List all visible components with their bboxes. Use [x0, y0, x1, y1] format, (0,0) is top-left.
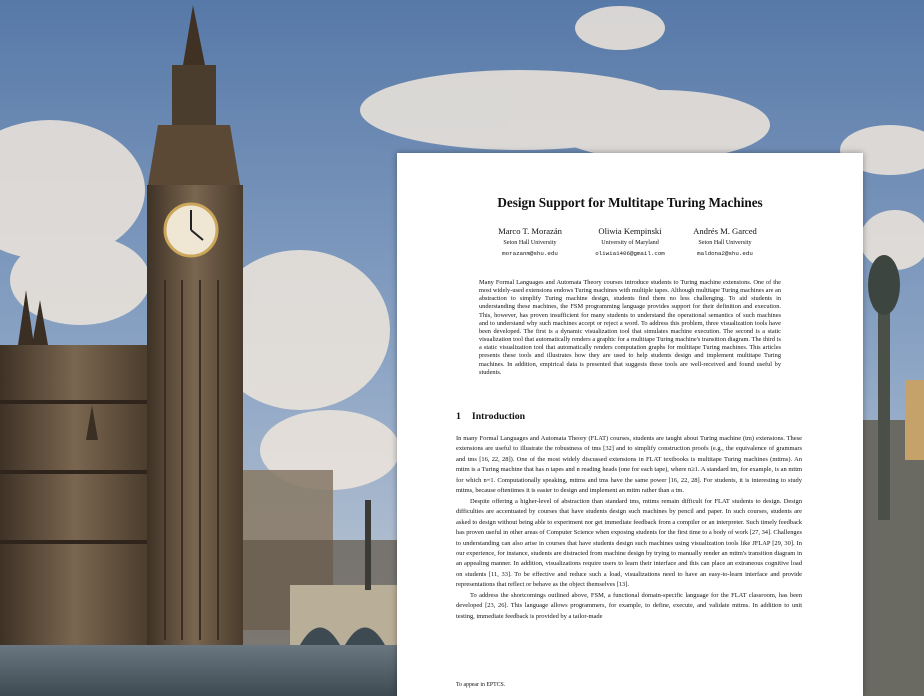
- author-name: Marco T. Morazán: [498, 226, 562, 236]
- section-number: 1: [456, 411, 461, 422]
- abstract: Many Formal Languages and Automata Theory courses introduce students to Turing machine extensions. One of the most widely-used extensions endows Turing machines with multiple tapes. Although multitape Turing machines are an abstraction to simplify Turing machine design, students find them no less challenging. To aid students in understanding these machines, the FSM programming language provides support for their definition and execution. This, however, has proven insufficient for many students to understand the operational semantics of such machines and to understand why such machines accept or reject a word. To address this problem, three visualization tools have been developed. The first is a dynamic visualization tool that simulates machine execution. The second is a static visualization tool that automatically renders a graphic for a multitape Turing machine's transition diagram. The third is a static visualization tool that automatically renders computation graphs for multitape Turing machines. This articles presents these tools and illustrates how they are used to help students design and implement multitape Turing machines. In addition, empirical data is presented that suggests these tools are well-received and found useful by students.: [479, 279, 781, 376]
- author-affiliation: Seton Hall University: [698, 240, 752, 246]
- footnote: To appear in EPTCS.: [456, 682, 506, 688]
- section-title: Introduction: [471, 411, 526, 422]
- paper-page: [397, 153, 863, 696]
- author-email: maldona2@shu.edu: [697, 250, 753, 257]
- paragraph: To address the shortcomings outlined above, FSM, a functional domain-specific language for the FLAT classroom, has been developed [23, 26]. This language allows programmers, for example, to define, execute, and validate mttms. In addition to unit testing, immediate feedback is provided by a tailor-made: [456, 591, 802, 620]
- paper-title: Design Support for Multitape Turing Machines: [497, 195, 763, 210]
- paragraph: Despite offering a higher-level of abstraction than standard tms, mttms remain difficult for FLAT students to design. Design difficulties are accentuated by courses that have students design such machines by pencil and paper. In such courses, students are asked to design without being able to experiment nor get immediate feedback from a compiler or an interpreter. Such timely feedback has proven useful in other areas of Computer Science when exposing students for the first time to a body of work [27, 34]. Challenges to understanding can also arise in courses that have students design such machines using visualization tools like JFLAP [29, 30]. In our experience, for instance, students are distracted from machine design by trying to manually render an mttm's transition diagram in an appealing manner. In addition, visualizations require users to learn their interface and this can place an extraneous cognitive load on students [11, 33]. To be effective and reduce such a load, visualizations need to have an easy-to-learn interface and provide representations that reflect or behave as the object themselves [13].: [456, 497, 802, 589]
- author-affiliation: University of Maryland: [601, 240, 659, 246]
- body-text: [456, 434, 802, 622]
- author-block: [650, 226, 800, 257]
- section-heading: [456, 411, 536, 422]
- author-email: morazanm@shu.edu: [502, 250, 558, 257]
- author-name: Oliwia Kempinski: [598, 226, 662, 236]
- author-email: oliwia1406@gmail.com: [595, 250, 665, 257]
- author-name: Andrés M. Garced: [693, 226, 757, 236]
- author-affiliation: Seton Hall University: [503, 240, 557, 246]
- paragraph: In many Formal Languages and Automata Theory (FLAT) courses, students are taught about Turing machine (tm) extensions. These extensions are useful to illustrate the robustness of tms [32] and to simplify construction proofs (e.g., the equivalence of grammars and tms [16, 22, 28]). One of the most widely discussed extensions in FLAT textbooks is multitape Turing machines (mttms). An mttm is a Turing machine that has n tapes and n reading heads (one for each tape), where n≥1. A standard tm, for example, is an mttm for which n=1. Computationally speaking, mttms and tms have the same power [16, 22, 28]. For students, it is interesting to study mttms, because oftentimes it is easier to design and implement an mttm rather than a tm.: [456, 435, 802, 495]
